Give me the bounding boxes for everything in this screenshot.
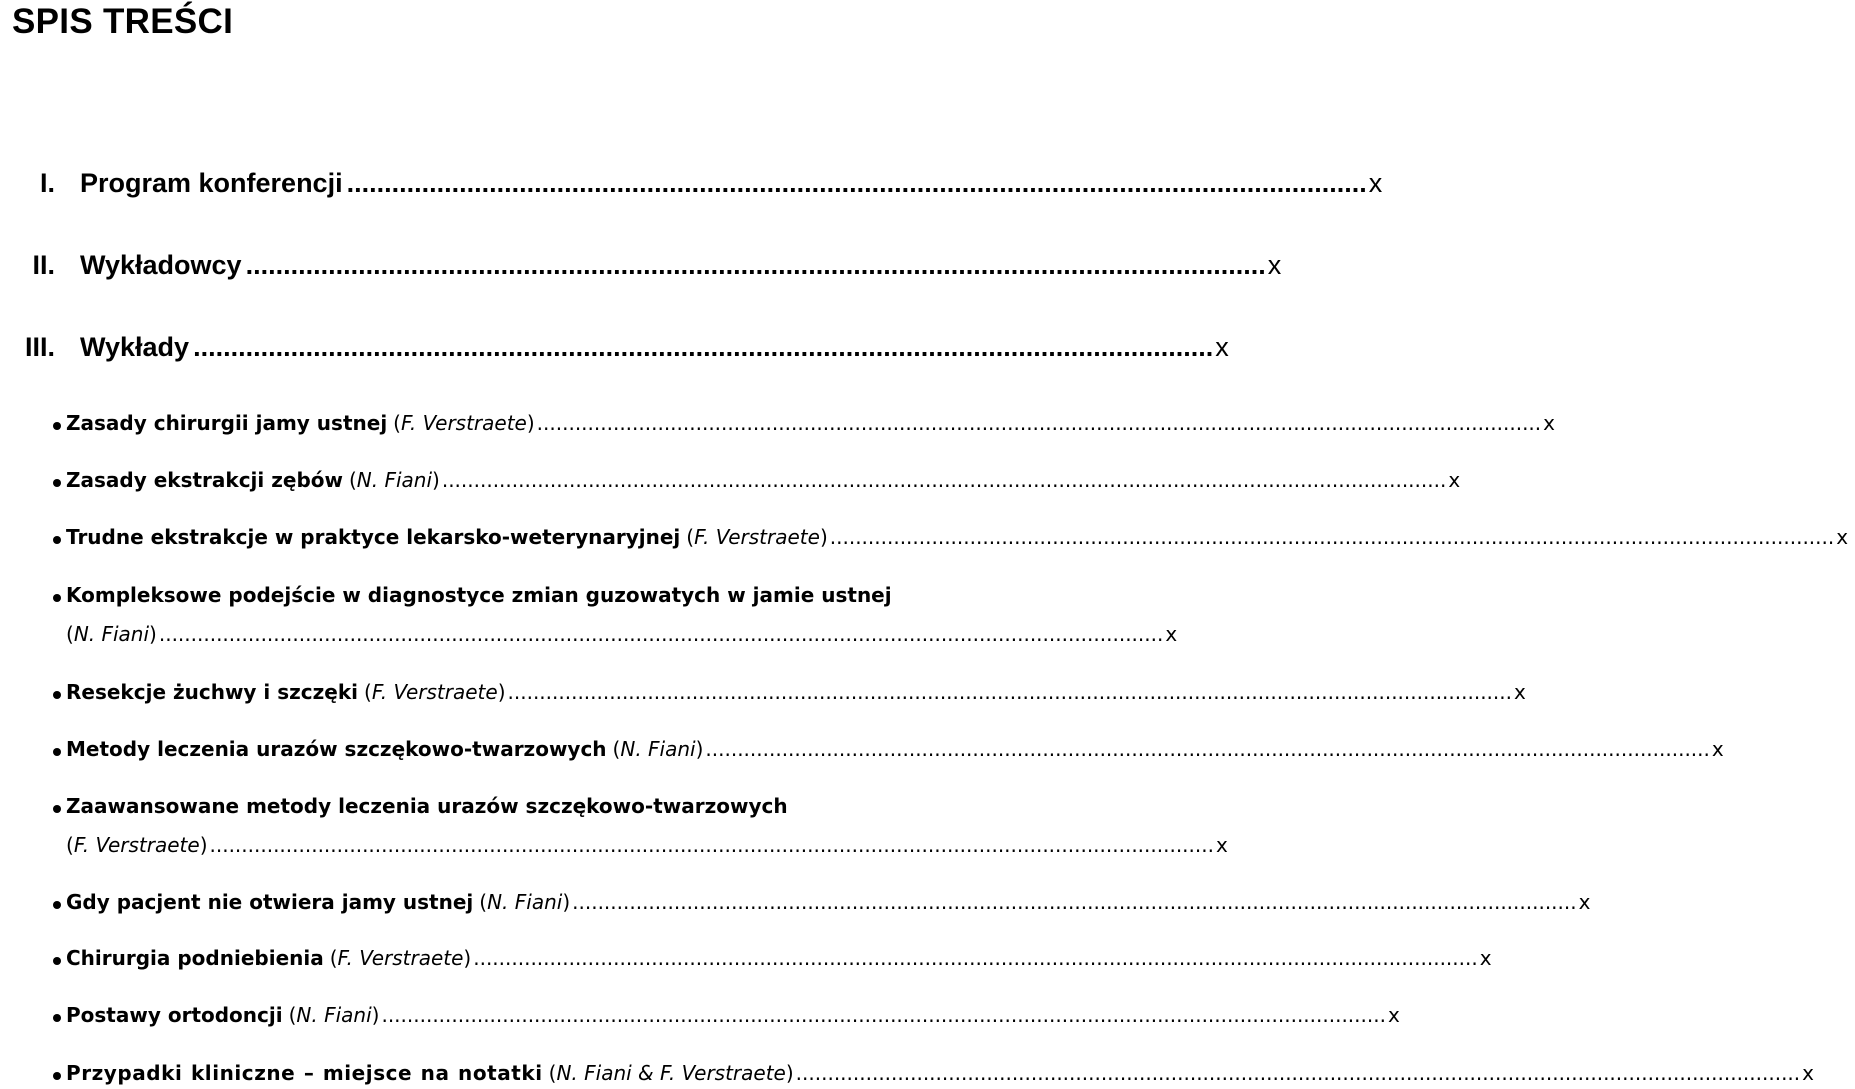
dot-leader: ..............................................................................................................................................................: [209, 833, 1214, 857]
bullet-icon: [53, 422, 61, 430]
section-number: II.: [32, 250, 55, 280]
section-number: III.: [24, 332, 55, 362]
lecture-title: Trudne ekstrakcje w praktyce lekarsko-weterynaryjnej: [66, 525, 681, 549]
page-number: x: [1543, 411, 1555, 435]
toc-section-wykladowcy[interactable]: [0, 250, 1282, 290]
dot-leader: ........................................................................................................................................: [245, 250, 1266, 280]
bullet-icon: [53, 901, 61, 909]
lecture-title: Kompleksowe podejście w diagnostyce zmian guzowatych w jamie ustnej: [66, 583, 892, 607]
page-number: x: [1578, 890, 1591, 914]
page-title: SPIS TREŚCI: [12, 2, 234, 41]
lecture-author: (N. Fiani & F. Verstraete): [548, 1061, 794, 1085]
page-number: x: [1802, 1061, 1814, 1085]
dot-leader: ........................................................................................................................................: [193, 332, 1214, 362]
dot-leader: ..............................................................................................................................................................: [441, 468, 1447, 492]
page-number: x: [1448, 468, 1461, 492]
lecture-title: Zasady ekstrakcji zębów: [66, 468, 343, 492]
section-number: I.: [39, 168, 55, 198]
toc-section-wyklady[interactable]: [0, 332, 1229, 372]
bullet-icon: [53, 536, 61, 544]
lecture-author: (F. Verstraete): [364, 680, 506, 704]
lecture-author: (F. Verstraete): [66, 833, 208, 857]
page-number: x: [1267, 250, 1282, 280]
bullet-icon: [53, 1072, 61, 1080]
page-number: x: [1368, 168, 1383, 198]
bullet-icon: [53, 748, 61, 756]
page-number: x: [1387, 1003, 1400, 1027]
lecture-title: Zasady chirurgii jamy ustnej: [66, 411, 388, 435]
section-label: Wykłady: [80, 332, 190, 362]
lecture-author: (F. Verstraete): [329, 946, 472, 970]
page-number: x: [1215, 332, 1229, 362]
dot-leader: ..............................................................................................................................................................: [473, 946, 1478, 970]
lecture-title: Metody leczenia urazów szczękowo-twarzowych: [66, 737, 607, 761]
lecture-author: (N. Fiani): [348, 468, 440, 492]
dot-leader: ..............................................................................................................................................................: [158, 622, 1164, 646]
lecture-title: Przypadki kliniczne – miejsce na notatki: [66, 1061, 543, 1085]
page-number: x: [1836, 525, 1849, 549]
lecture-title: Resekcje żuchwy i szczęki: [66, 680, 359, 704]
dot-leader: ..............................................................................................................................................................: [381, 1003, 1386, 1027]
dot-leader: ........................................................................................................................................: [346, 168, 1367, 198]
lecture-title: Chirurgia podniebienia: [66, 946, 324, 970]
section-label: Program konferencji: [80, 168, 343, 198]
lecture-author: (N. Fiani): [288, 1003, 380, 1027]
dot-leader: ..............................................................................................................................................................: [536, 411, 1542, 435]
bullet-icon: [53, 957, 61, 965]
bullet-icon: [53, 691, 61, 699]
section-label: Wykładowcy: [80, 250, 242, 280]
bullet-icon: [53, 479, 61, 487]
bullet-icon: [53, 1014, 61, 1022]
lecture-author: (N. Fiani): [66, 622, 157, 646]
lecture-author: (F. Verstraete): [393, 411, 535, 435]
dot-leader: ..............................................................................................................................................................: [705, 737, 1710, 761]
lecture-title: Postawy ortodoncji: [66, 1003, 283, 1027]
dot-leader: ..............................................................................................................................................................: [572, 890, 1577, 914]
dot-leader: ..............................................................................................................................................................: [829, 525, 1835, 549]
toc-section-program[interactable]: [0, 168, 1383, 208]
page-number: x: [1711, 737, 1724, 761]
lecture-title: Gdy pacjent nie otwiera jamy ustnej: [66, 890, 474, 914]
page-number: x: [1165, 622, 1178, 646]
dot-leader: ..............................................................................................................................................................: [795, 1061, 1801, 1085]
lecture-author: (N. Fiani): [612, 737, 704, 761]
dot-leader: ..............................................................................................................................................................: [507, 680, 1512, 704]
bullet-icon: [53, 594, 61, 602]
bullet-icon: [53, 805, 61, 813]
lecture-title: Zaawansowane metody leczenia urazów szczękowo-twarzowych: [66, 794, 788, 818]
page-number: x: [1514, 680, 1526, 704]
lecture-author: (N. Fiani): [479, 890, 571, 914]
lecture-author: (F. Verstraete): [686, 525, 828, 549]
page-number: x: [1479, 946, 1492, 970]
page-number: x: [1215, 833, 1228, 857]
